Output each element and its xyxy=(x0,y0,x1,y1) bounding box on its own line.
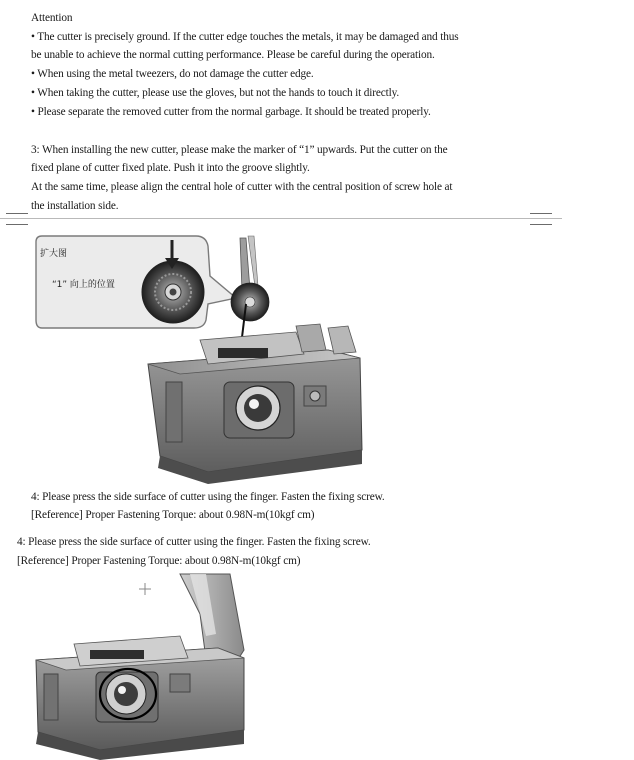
attention-bullet-4: • Please separate the removed cutter from the normal garbage. It should be treated properly. xyxy=(31,106,431,118)
attention-bullet-2: • When using the metal tweezers, do not damage the cutter edge. xyxy=(31,68,314,80)
small-blade-icon xyxy=(231,283,269,321)
attention-bullet-1: • The cutter is precisely ground. If the cutter edge touches the metals, it may be damaged and thus xyxy=(31,31,459,43)
margin-mark-left-top xyxy=(6,213,28,214)
step3-line-2: fixed plane of cutter fixed plate. Push it into the groove slightly. xyxy=(31,162,310,174)
step3-line-3: At the same time, please align the central hole of cutter with the central position of screw hole at xyxy=(31,181,453,193)
step4-torque-reference-duplicate: [Reference] Proper Fastening Torque: about 0.98N-m(10kgf cm) xyxy=(17,555,301,567)
fiber-cleaver-body-2 xyxy=(36,574,244,760)
margin-mark-right-top xyxy=(530,213,552,214)
attention-heading: Attention xyxy=(31,12,73,24)
step3-line-1: 3: When installing the new cutter, please make the marker of “1” upwards. Put the cutter on the xyxy=(31,144,448,156)
callout-title: 扩大图 xyxy=(40,249,68,259)
callout-label: “1” 向上的位置 xyxy=(52,280,115,290)
cutter-installation-figure xyxy=(28,232,368,484)
step4-torque-reference: [Reference] Proper Fastening Torque: about 0.98N-m(10kgf cm) xyxy=(31,509,315,521)
enlarged-blade-icon xyxy=(142,261,204,323)
step4-instruction: 4: Please press the side surface of cutter using the finger. Fasten the fixing screw. xyxy=(31,491,385,503)
step4-instruction-duplicate: 4: Please press the side surface of cutter using the finger. Fasten the fixing screw. xyxy=(17,536,371,548)
fiber-cleaver-body xyxy=(148,324,362,484)
margin-mark-right-bottom xyxy=(530,224,552,225)
attention-bullet-1-cont: be unable to achieve the normal cutting performance. Please be careful during the operation. xyxy=(31,49,435,61)
margin-mark-left-bottom xyxy=(6,224,28,225)
fastening-screw-figure xyxy=(30,574,270,760)
page-break-rule xyxy=(0,218,562,219)
attention-bullet-3: • When taking the cutter, please use the gloves, but not the hands to touch it directly. xyxy=(31,87,400,99)
step3-line-4: the installation side. xyxy=(31,200,119,212)
